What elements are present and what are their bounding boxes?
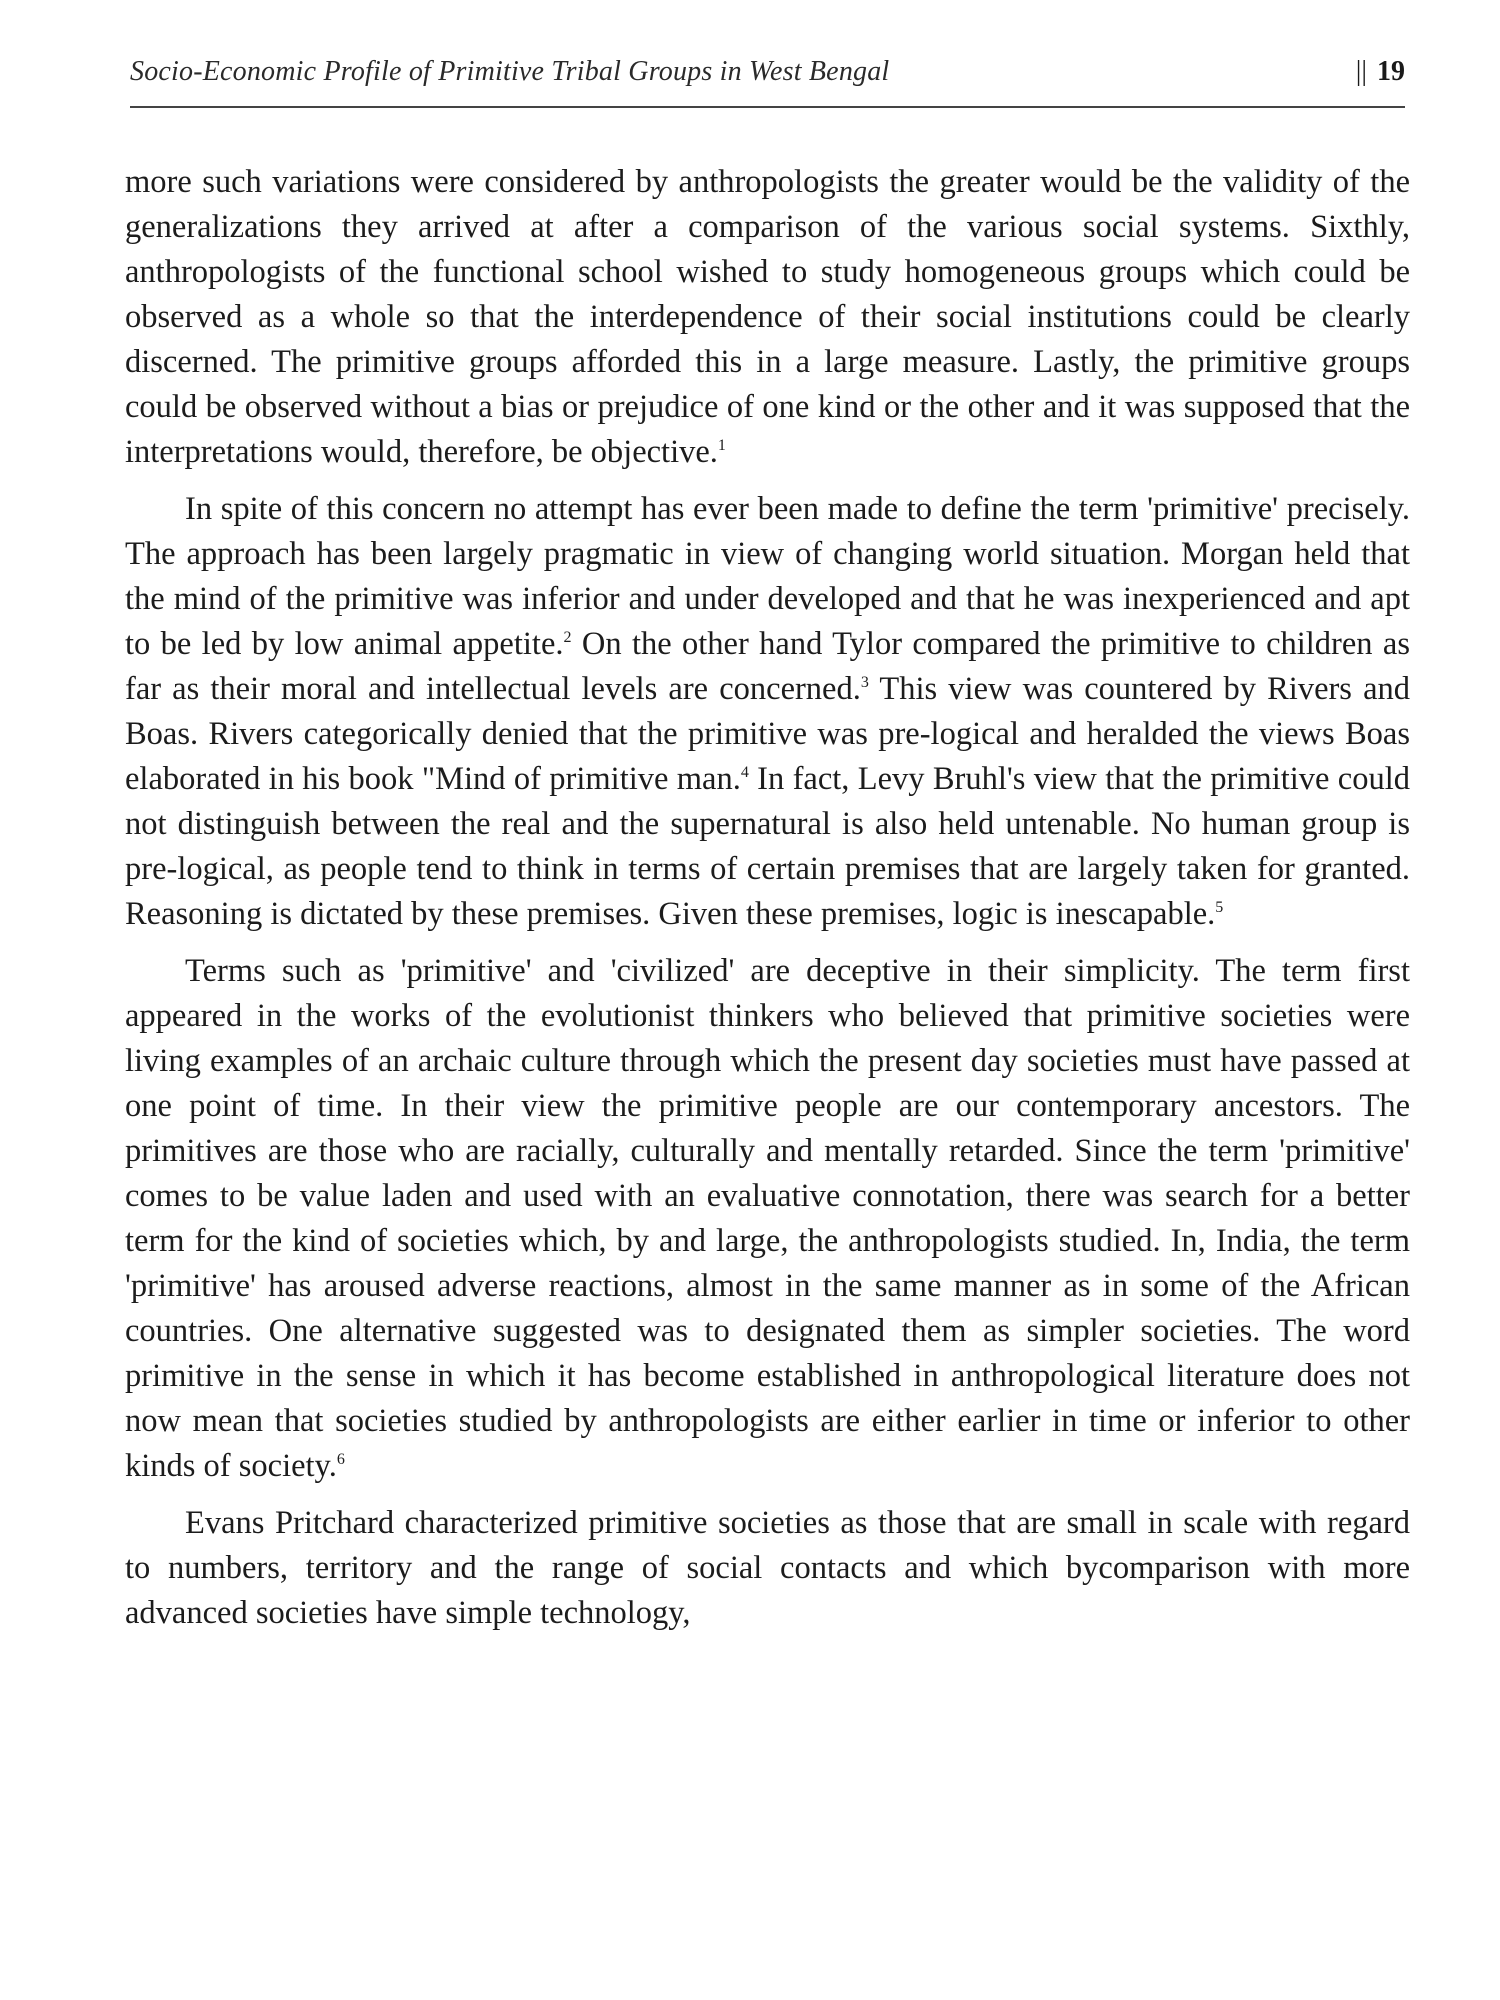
paragraph-2-text-d: In fact, Levy Bruhl's view that the primitive could not distinguish between the real and the supernatural is also held untenable. No human group is pre-logical, as people tend to think in terms of certain premises that are largely taken for granted. Reasoning is dictated by these premises. Given these premises, logic is inescapable. bbox=[125, 761, 1410, 932]
footnote-ref-6: 6 bbox=[336, 1451, 345, 1469]
paragraph-1 bbox=[125, 160, 1410, 475]
footnote-ref-4: 4 bbox=[740, 764, 749, 782]
paragraph-2-text-c: This view was countered by Rivers and Boas. Rivers categorically denied that the primitive was pre-logical and heralded the views Boas elaborated in his book "Mind of primitive man. bbox=[125, 671, 1410, 797]
footnote-ref-2: 2 bbox=[563, 629, 572, 647]
page-number-block bbox=[1356, 56, 1405, 88]
running-title: Socio-Economic Profile of Primitive Tribal Groups in West Bengal bbox=[130, 56, 890, 87]
paragraph-2 bbox=[125, 487, 1410, 937]
paragraph-4-text: Evans Pritchard characterized primitive societies as those that are small in scale with regard to numbers, territory and the range of social contacts and which bycomparison with more advanced societies have simple technology, bbox=[125, 1505, 1410, 1631]
paragraph-2-text-a: In spite of this concern no attempt has ever been made to define the term 'primitive' precisely. The approach has been largely pragmatic in view of changing world situation. Morgan held that the mind of the primitive was inferior and under developed and that he was inexperienced and apt to be led by low animal appetite. bbox=[125, 491, 1410, 662]
header-separator: || bbox=[1355, 56, 1367, 87]
header-rule bbox=[130, 106, 1405, 108]
page-number: 19 bbox=[1377, 56, 1405, 87]
footnote-ref-3: 3 bbox=[860, 674, 869, 692]
paragraph-4 bbox=[125, 1501, 1410, 1636]
footnote-ref-1: 1 bbox=[717, 437, 726, 455]
paragraph-3-text: Terms such as 'primitive' and 'civilized' are deceptive in their simplicity. The term first appeared in the works of the evolutionist thinkers who believed that primitive societies were living examples of an archaic culture through which the present day societies must have passed at one point of time. In their view the primitive people are our contemporary ancestors. The primitives are those who are racially, culturally and mentally retarded. Since the term 'primitive' comes to be value laden and used with an evaluative connotation, there was search for a better term for the kind of societies which, by and large, the anthropologists studied. In, India, the term 'primitive' has aroused adverse reactions, almost in the same manner as in some of the African countries. One alternative suggested was to designated them as simpler societies. The word primitive in the sense in which it has become established in anthropological literature does not now mean that societies studied by anthropologists are either earlier in time or inferior to other kinds of society. bbox=[125, 953, 1410, 1484]
paragraph-1-text: more such variations were considered by anthropologists the greater would be the validity of the generalizations they arrived at after a comparison of the various social systems. Sixthly, anthropologists of the functional school wished to study homogeneous groups which could be observed as a whole so that the interdependence of their social institutions could be clearly discerned. The primitive groups afforded this in a large measure. Lastly, the primitive groups could be observed without a bias or prejudice of one kind or the other and it was supposed that the interpretations would, therefore, be objective. bbox=[125, 164, 1410, 470]
body-text bbox=[125, 160, 1410, 1648]
footnote-ref-5: 5 bbox=[1215, 899, 1224, 917]
paragraph-2-text-b: On the other hand Tylor compared the primitive to children as far as their moral and intellectual levels are concerned. bbox=[125, 626, 1410, 707]
paragraph-3 bbox=[125, 949, 1410, 1489]
running-header bbox=[130, 56, 1405, 102]
